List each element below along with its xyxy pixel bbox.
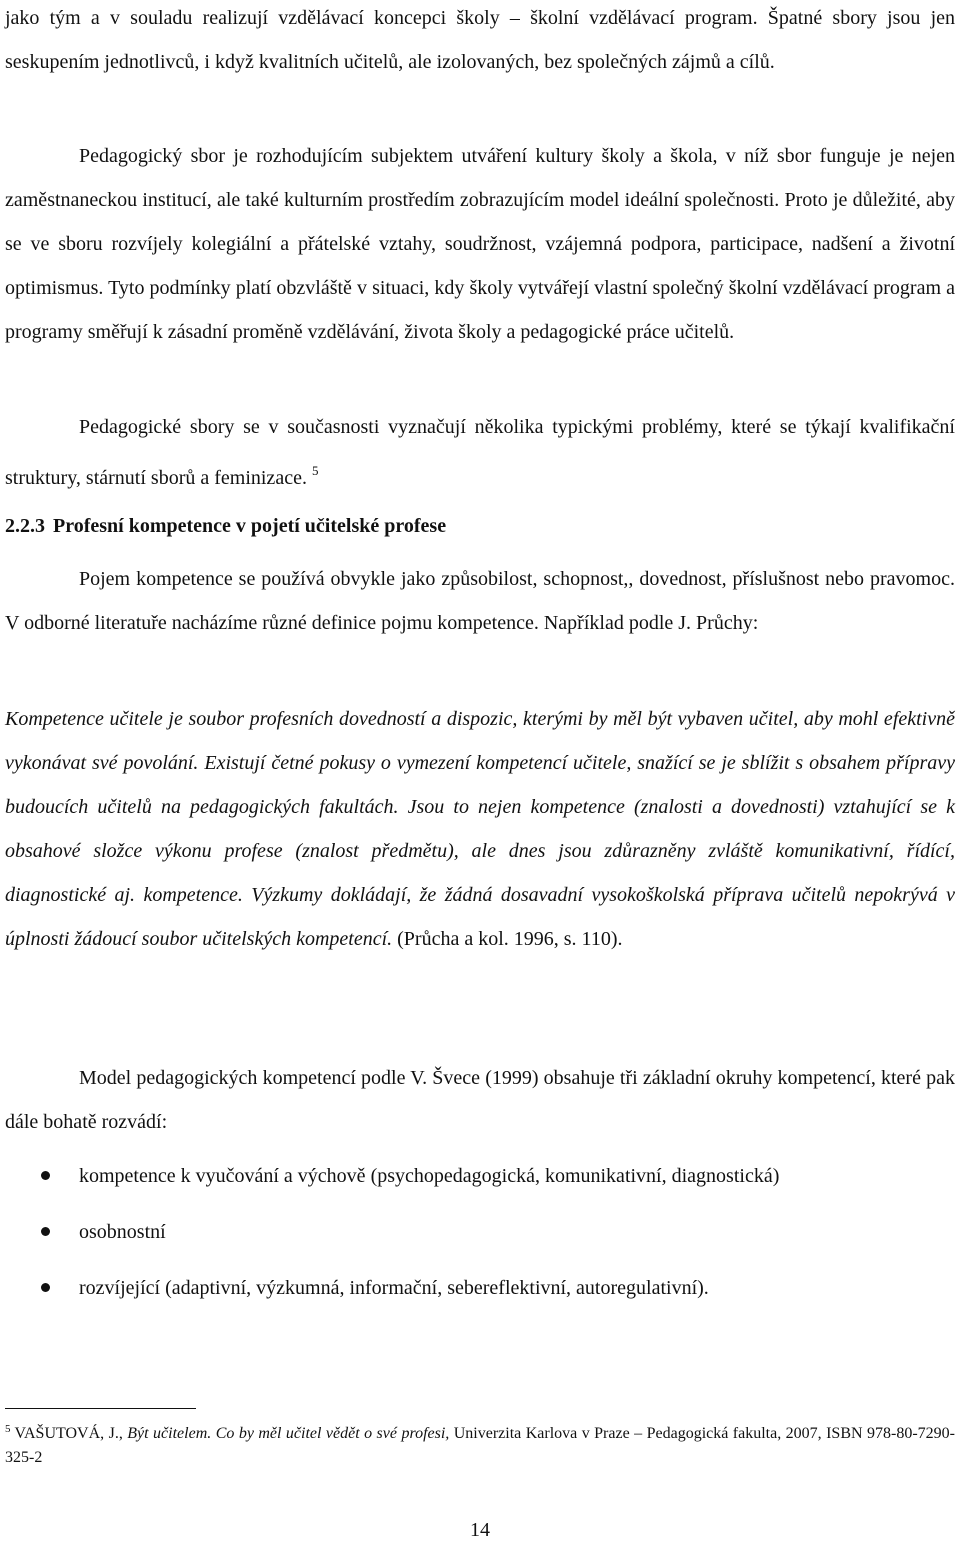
footnote (5, 1417, 955, 1470)
footnote-mark: 5 (5, 1423, 11, 1435)
footnote-divider (5, 1408, 196, 1409)
list-item-text: osobnostní (79, 1221, 166, 1243)
list-item (5, 1210, 955, 1254)
quote-text: Kompetence učitele je soubor profesních dovedností a dispozic, kterými by měl být vybaven učitel, aby mohl efektivně vykonávat své povolání. Existují četné pokusy o vymezení kompetencí učitele, snažící se je sblížit s obsahem přípravy budoucích učitelů na pedagogických fakultách. Jsou to nejen kompetence (znalosti a dovednosti) vztahující se k obsahové složce výkonu profese (znalost předmětu), ale dnes jsou zdůrazněny zvláště komunikativní, řídící, diagnostické aj. kompetence. Výzkumy dokládají, že žádná dosavadní vysokoškolská příprava učitelů nepokrývá v úplnosti žádoucí soubor učitelských kompetencí. (5, 708, 955, 950)
section-number: 2.2.3 (5, 515, 45, 537)
footnote-reference: 5 (311, 463, 319, 478)
footnote-title: Být učitelem. Co by měl učitel vědět o své profesi, (127, 1425, 450, 1442)
footnote-publisher: Univerzita Karlova v Praze – Pedagogická fakulta, 2007, ISBN 978-80-7290-325-2 (5, 1425, 955, 1466)
quote-citation: (Průcha a kol. 1996, s. 110). (397, 928, 623, 950)
list-item (5, 1266, 955, 1310)
page-number: 14 (470, 1519, 490, 1541)
paragraph-svec-model: Model pedagogických kompetencí podle V. Švece (1999) obsahuje tři základní okruhy kompetencí, které pak dále bohatě rozvádí: (5, 1067, 955, 1133)
bullet-icon (41, 1227, 50, 1236)
bullet-icon (41, 1171, 50, 1180)
block-quote (5, 697, 955, 961)
paragraph-intro-continuation: jako tým a v souladu realizují vzdělávací koncepci školy – školní vzdělávací program. Špatné sbory jsou jen seskupením jednotlivců, i když kvalitních učitelů, ale izolovaných, bez společných zájmů a cílů. (5, 7, 955, 73)
paragraph-pedagogical-staff: Pedagogický sbor je rozhodujícím subjektem utváření kultury školy a škola, v níž sbor funguje je nejen zaměstnaneckou institucí, ale také kulturním prostředím zobrazujícím model ideální společnosti. Proto je důležité, aby se ve sboru rozvíjely kolegiální a přátelské vztahy, soudržnost, vzájemná podpora, participace, nadšení a životní optimismus. Tyto podmínky platí obzvláště v situaci, kdy školy vytvářejí vlastní společný školní vzdělávací program a programy směřují k zásadní proměně vzdělávání, života školy a pedagogické práce učitelů. (5, 145, 955, 343)
list-item (5, 1154, 955, 1198)
section-title: Profesní kompetence v pojetí učitelské profese (53, 515, 447, 537)
paragraph-staff-problems-text: Pedagogické sbory se v současnosti vyznačují několika typickými problémy, které se týkají kvalifikační struktury, stárnutí sborů a feminizace. (5, 416, 955, 489)
list-item-text: rozvíjející (adaptivní, výzkumná, informační, sebereflektivní, autoregulativní). (79, 1277, 709, 1299)
bullet-icon (41, 1283, 50, 1292)
paragraph-competence-definition: Pojem kompetence se používá obvykle jako způsobilost, schopnost,, dovednost, příslušnost nebo pravomoc. V odborné literatuře nacházíme různé definice pojmu kompetence. Například podle J. Průchy: (5, 568, 955, 634)
competence-list (5, 1154, 955, 1322)
footnote-author: VAŠUTOVÁ, J., (14, 1425, 123, 1442)
list-item-text: kompetence k vyučování a výchově (psychopedagogická, komunikativní, diagnostická) (79, 1165, 780, 1187)
section-heading (5, 506, 955, 546)
paragraph-staff-problems (5, 405, 955, 500)
